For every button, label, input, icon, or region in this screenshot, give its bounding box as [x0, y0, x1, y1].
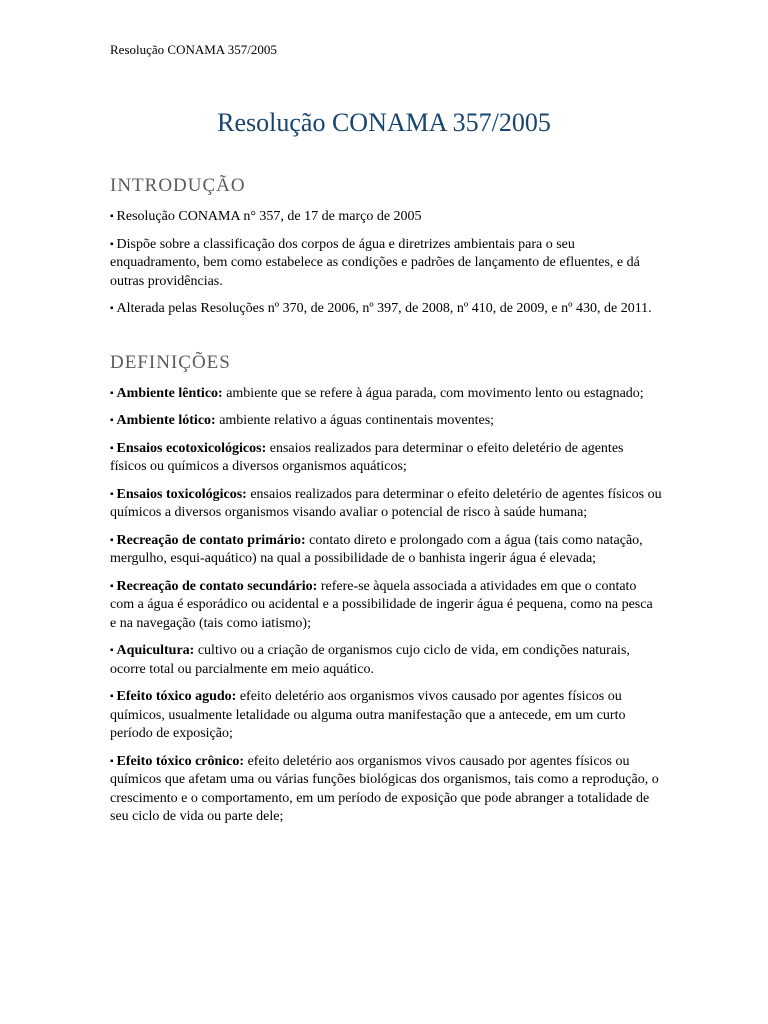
- definition-item: [110, 532, 662, 569]
- definition-text: efeito deletério aos organismos vivos causado por agentes físicos ou químicos que afetam uma ou várias funções biológicas dos organismos, tais como a reprodução, o crescimento e o comportamento, em um período de exposição que pode abranger a totalidade de seu ciclo de vida ou parte dele;: [110, 753, 659, 824]
- section-definicoes: [110, 349, 662, 827]
- bullet-icon: ▪: [110, 442, 114, 454]
- definition-term: Efeito tóxico crônico:: [116, 753, 245, 769]
- definition-term: Ambiente lótico:: [116, 413, 216, 428]
- document-body: [110, 172, 662, 836]
- definition-term: Ensaios ecotoxicológicos:: [116, 440, 267, 456]
- definition-term: Recreação de contato primário:: [116, 532, 306, 548]
- bullet-icon: ▪: [110, 488, 114, 500]
- intro-item-text: Alterada pelas Resoluções nº 370, de 2006, nº 397, de 2008, nº 410, de 2009, e nº 430, de 2011.: [116, 301, 652, 316]
- section-introducao: [110, 172, 662, 319]
- definition-text: ambiente relativo a águas continentais moventes;: [215, 413, 495, 428]
- bullet-icon: ▪: [110, 691, 114, 702]
- definition-item: [110, 486, 662, 523]
- definition-term: Ambiente lêntico:: [116, 385, 223, 401]
- bullet-icon: ▪: [110, 303, 114, 314]
- definition-text: cultivo ou a criação de organismos cujo ciclo de vida, em condições naturais, ocorre total ou parcialmente em meio aquático.: [110, 643, 630, 677]
- section-heading-definicoes: DEFINIÇÕES: [110, 351, 231, 373]
- intro-item: [110, 300, 662, 319]
- bullet-icon: ▪: [110, 415, 114, 426]
- definition-item: [110, 753, 662, 827]
- document-title: Resolução CONAMA 357/2005: [217, 108, 551, 137]
- definition-text: refere-se àquela associada a atividades em que o contato com a água é esporádico ou acidental e a possibilidade de ingerir água é pequena, como na pesca e na navegação (tais como iatismo);: [110, 578, 653, 631]
- definition-item: [110, 642, 662, 679]
- definition-text: contato direto e prolongado com a água (tais como natação, mergulho, esqui-aquático) na qual a possibilidade de o banhista ingerir água é elevada;: [110, 532, 643, 566]
- bullet-icon: ▪: [110, 580, 114, 592]
- section-heading-introducao: INTRODUÇÃO: [110, 175, 246, 196]
- definition-item: [110, 385, 662, 404]
- definition-text: ambiente que se refere à água parada, com movimento lento ou estagnado;: [222, 385, 644, 401]
- intro-item: [110, 236, 662, 292]
- bullet-icon: ▪: [110, 755, 114, 767]
- bullet-icon: ▪: [110, 211, 114, 222]
- definition-text: efeito deletério aos organismos vivos causado por agentes físicos ou químicos, usualmente letalidade ou alguma outra manifestação que a antecede, em um curto período de exposição;: [110, 689, 626, 741]
- running-header: Resolução CONAMA 357/2005: [110, 42, 277, 57]
- intro-item: [110, 208, 662, 227]
- bullet-icon: ▪: [110, 387, 114, 399]
- bullet-icon: ▪: [110, 534, 114, 546]
- definition-term: Ensaios toxicológicos:: [116, 486, 247, 502]
- bullet-icon: ▪: [110, 238, 114, 250]
- definition-item: [110, 440, 662, 477]
- definition-term: Efeito tóxico agudo:: [116, 689, 237, 704]
- intro-item-text: Dispõe sobre a classificação dos corpos de água e diretrizes ambientais para o seu enquadramento, bem como estabelece as condições e padrões de lançamento de efluentes, e dá outras providências.: [110, 236, 640, 289]
- definition-item: [110, 688, 662, 744]
- bullet-icon: ▪: [110, 645, 114, 656]
- definition-item: [110, 578, 662, 634]
- definition-text: ensaios realizados para determinar o efeito deletério de agentes físicos ou químicos a diversos organismos aquáticos;: [110, 440, 624, 474]
- intro-item-text: Resolução CONAMA n° 357, de 17 de março de 2005: [116, 209, 422, 224]
- definition-term: Recreação de contato secundário:: [116, 578, 318, 594]
- definition-term: Aquicultura:: [116, 643, 195, 658]
- definition-item: [110, 412, 662, 431]
- definition-text: ensaios realizados para determinar o efeito deletério de agentes físicos ou químicos a diversos organismos visando avaliar o potencial de risco à saúde humana;: [110, 486, 662, 520]
